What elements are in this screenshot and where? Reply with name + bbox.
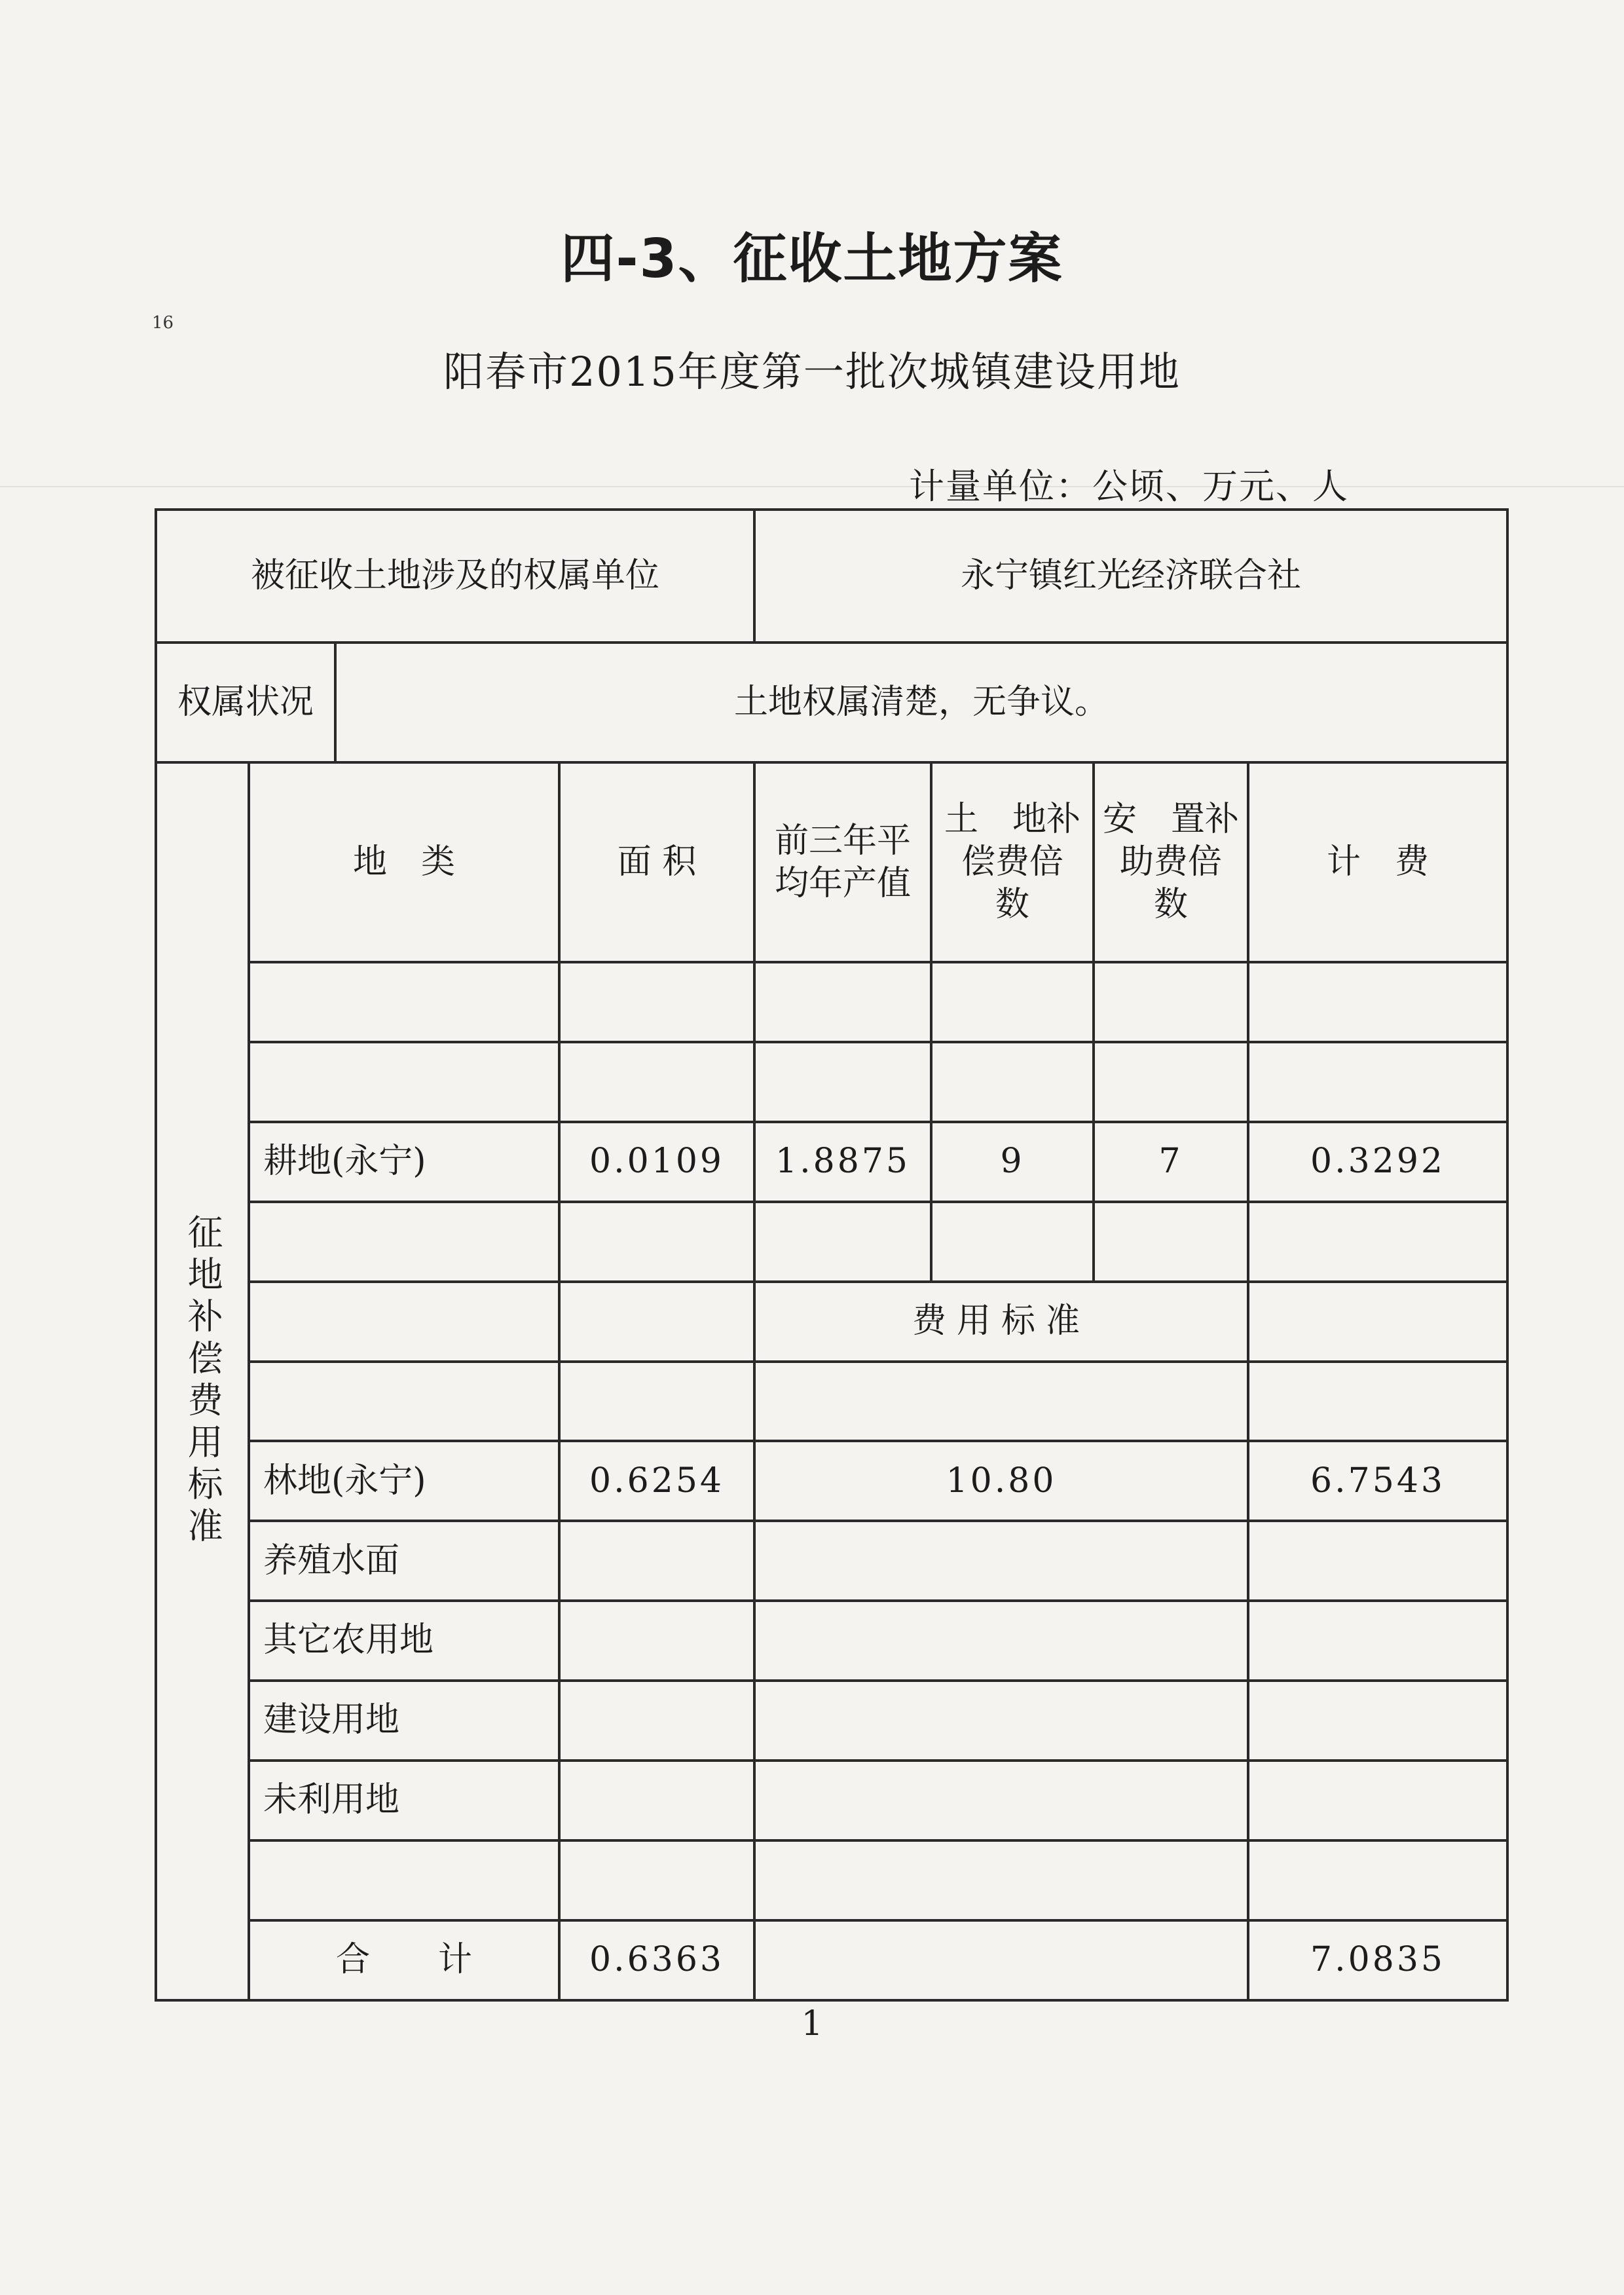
forest-fee: 6.7543 (1248, 1441, 1507, 1521)
table-row (156, 962, 1507, 1042)
total-row (156, 1920, 1507, 2000)
ownership-unit-value: 永宁镇红光经济联合社 (754, 510, 1507, 643)
farmland-area: 0.0109 (559, 1122, 754, 1202)
farmland-avg-output: 1.8875 (754, 1122, 931, 1202)
ownership-status-value: 土地权属清楚，无争议。 (335, 643, 1507, 762)
land-type-aquaculture: 养殖水面 (249, 1521, 559, 1601)
forest-row (156, 1441, 1507, 1521)
page-number: 1 (801, 2004, 823, 2043)
farmland-fee: 0.3292 (1248, 1122, 1507, 1202)
land-type-unused: 未利用地 (249, 1761, 559, 1840)
table-row (156, 1362, 1507, 1442)
page-title: 四-3、征收土地方案 (561, 228, 1063, 290)
unit-note: 计量单位：公顷、万元、人 (909, 466, 1349, 507)
table-row (156, 1042, 1507, 1122)
fee-standard-label: 费用标准 (754, 1282, 1248, 1362)
farmland-row (156, 1122, 1507, 1202)
forest-standard: 10.80 (754, 1441, 1248, 1521)
farmland-land-multiple: 9 (931, 1122, 1094, 1202)
table-row (156, 1840, 1507, 1920)
total-area: 0.6363 (559, 1920, 754, 2000)
table-row (156, 1761, 1507, 1840)
total-label: 合 计 (249, 1920, 559, 2000)
header-row (156, 762, 1507, 962)
header-avg-output: 前三年平 均年产值 (754, 762, 931, 962)
header-area: 面 积 (559, 762, 754, 962)
ownership-unit-row (156, 510, 1507, 643)
ownership-status-row (156, 643, 1507, 762)
table-row (156, 1202, 1507, 1282)
page-subtitle: 阳春市2015年度第一批次城镇建设用地 (443, 348, 1181, 396)
section-label-cell (156, 762, 249, 2000)
farmland-type: 耕地(永宁) (249, 1122, 559, 1202)
farmland-resettle-multiple: 7 (1094, 1122, 1248, 1202)
forest-area: 0.6254 (559, 1441, 754, 1521)
section-label: 征地补偿费用标准 (182, 1214, 224, 1550)
header-resettle-multiple: 安 置补助费倍 数 (1094, 762, 1248, 962)
header-fee: 计 费 (1248, 762, 1507, 962)
scan-fold-line (0, 486, 1624, 487)
header-land-type: 地 类 (249, 762, 559, 962)
land-requisition-table (155, 508, 1509, 2002)
land-type-other-agri: 其它农用地 (249, 1601, 559, 1681)
total-fee: 7.0835 (1248, 1920, 1507, 2000)
corner-number: 16 (152, 313, 174, 333)
table-row (156, 1521, 1507, 1601)
fee-standard-row (156, 1282, 1507, 1362)
ownership-status-label: 权属状况 (156, 643, 335, 762)
table-row (156, 1601, 1507, 1681)
land-type-construction: 建设用地 (249, 1681, 559, 1761)
ownership-unit-label: 被征收土地涉及的权属单位 (156, 510, 754, 643)
table-row (156, 1681, 1507, 1761)
header-land-multiple: 土 地补偿费倍 数 (931, 762, 1094, 962)
forest-type: 林地(永宁) (249, 1441, 559, 1521)
